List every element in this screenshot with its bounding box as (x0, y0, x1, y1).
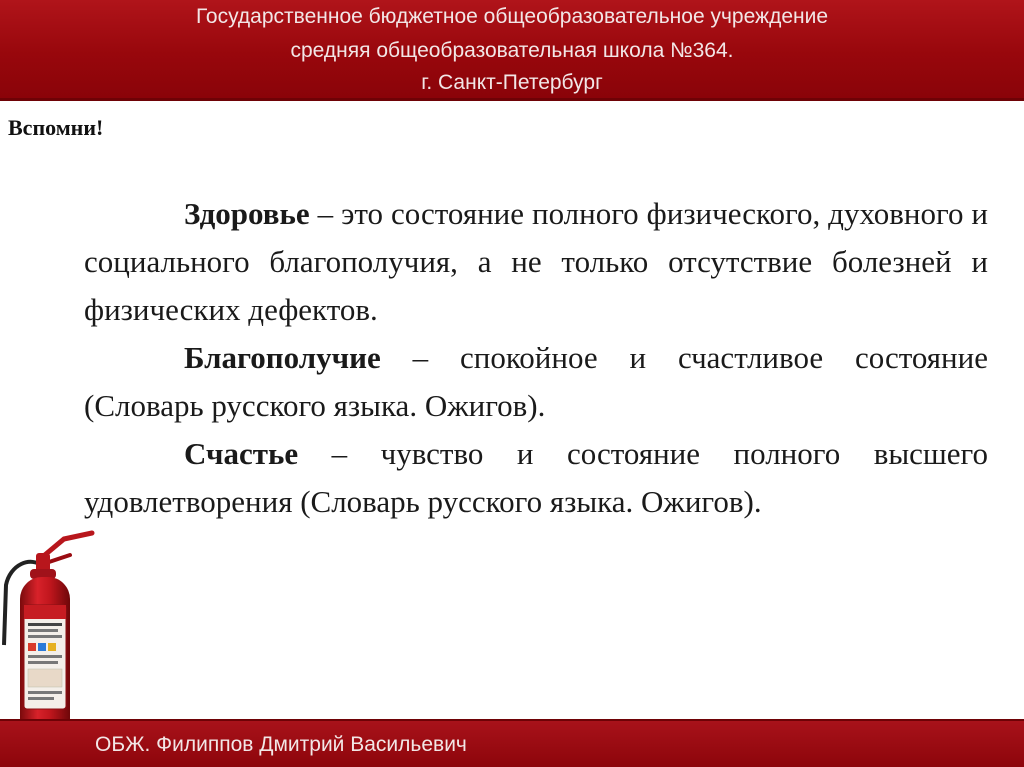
header-line-3: г. Санкт-Петербург (421, 71, 603, 94)
footer-banner (0, 719, 1024, 767)
definition-text: – спокойное и счастливое состояние (Словарь русского языка. Ожигов). (84, 340, 988, 423)
definition-term: Счастье (184, 436, 299, 471)
definition-text: – это состояние полного физического, духовного и социального благополучия, а не только отсутствие болезней и физических дефектов. (84, 196, 988, 327)
definition-term: Благополучие (184, 340, 381, 375)
definition-wellbeing (84, 334, 988, 430)
footer-author: ОБЖ. Филиппов Дмитрий Васильевич (95, 733, 467, 756)
definition-text: – чувство и состояние полного высшего удовлетворения (Словарь русского языка. Ожигов). (84, 436, 988, 519)
slide-subtitle: Вспомни! (8, 115, 104, 140)
header-line-2: средняя общеобразовательная школа №364. (290, 39, 734, 62)
header-banner (0, 0, 1024, 101)
definition-health (84, 190, 988, 334)
definitions-block (84, 190, 988, 526)
header-line-1: Государственное бюджетное общеобразовательное учреждение (195, 5, 829, 28)
definition-term: Здоровье (184, 196, 310, 231)
definition-happiness (84, 430, 988, 526)
